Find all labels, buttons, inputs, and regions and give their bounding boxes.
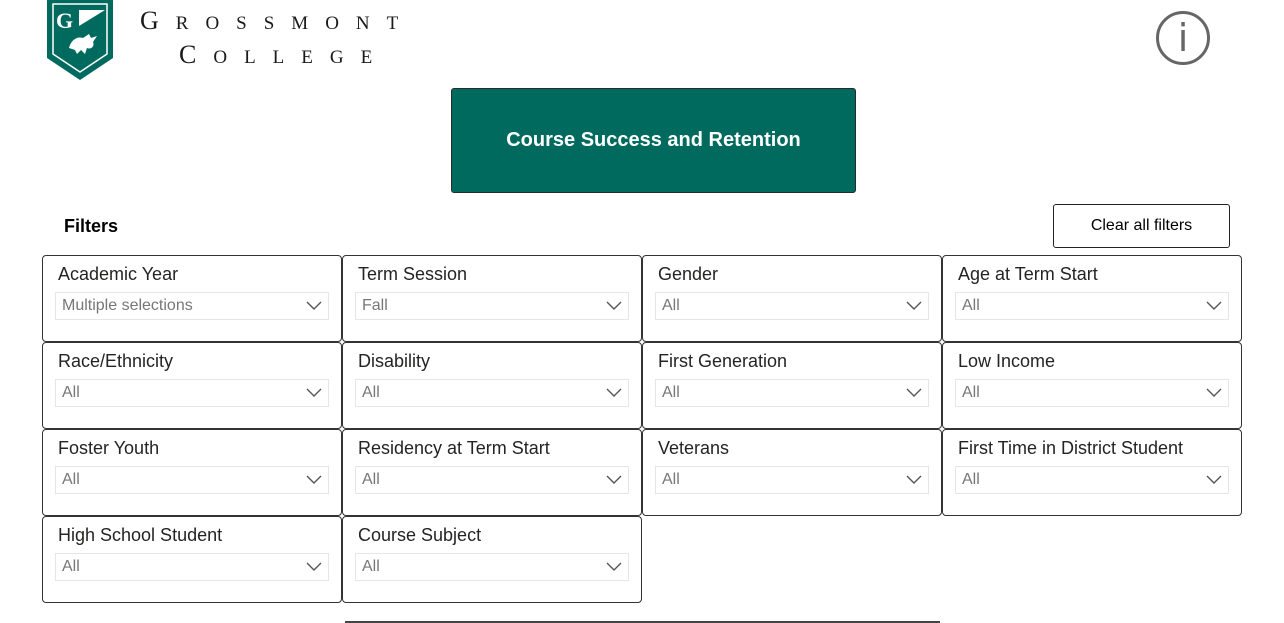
slicer-label: Residency at Term Start — [358, 438, 550, 458]
slicer-race-ethnicity — [42, 342, 342, 429]
chevron-down-icon — [306, 562, 322, 572]
slicer-label: Veterans — [658, 438, 730, 458]
chevron-down-icon — [1206, 475, 1222, 485]
chevron-down-icon — [1206, 388, 1222, 398]
dropdown-value: All — [362, 558, 380, 575]
dropdown-value: All — [662, 384, 680, 401]
dropdown-value: All — [662, 297, 680, 314]
chevron-down-icon — [606, 388, 622, 398]
chevron-down-icon — [906, 301, 922, 311]
dropdown-value: All — [662, 471, 680, 488]
slicer-label: Academic Year — [58, 264, 179, 284]
filters-heading: Filters — [64, 216, 119, 236]
disability-dropdown[interactable] — [355, 379, 629, 407]
dropdown-value: All — [962, 384, 980, 401]
slicer-label: Term Session — [358, 264, 468, 284]
dropdown-value: All — [62, 384, 80, 401]
slicer-label: Course Subject — [358, 525, 482, 545]
term-session-dropdown[interactable] — [355, 292, 629, 320]
residency-dropdown[interactable] — [355, 466, 629, 494]
age-at-term-start-dropdown[interactable] — [955, 292, 1229, 320]
college-name-line2: COLLEGE — [179, 40, 390, 69]
dropdown-value: Fall — [362, 297, 388, 314]
chevron-down-icon — [606, 475, 622, 485]
low-income-dropdown[interactable] — [955, 379, 1229, 407]
slicer-low-income — [942, 342, 1242, 429]
slicer-high-school-student — [42, 516, 342, 603]
dropdown-value: All — [962, 297, 980, 314]
slicer-disability — [342, 342, 642, 429]
dropdown-value: All — [362, 471, 380, 488]
slicer-age-at-term-start — [942, 255, 1242, 342]
chevron-down-icon — [306, 388, 322, 398]
slicer-label: Foster Youth — [58, 438, 160, 458]
chevron-down-icon — [1206, 301, 1222, 311]
first-time-in-district-dropdown[interactable] — [955, 466, 1229, 494]
slicer-label: Disability — [358, 351, 431, 371]
dropdown-value: All — [62, 471, 80, 488]
chevron-down-icon — [606, 562, 622, 572]
slicer-academic-year — [42, 255, 342, 342]
slicer-foster-youth — [42, 429, 342, 516]
filters-grid — [42, 255, 1242, 603]
slicer-residency-at-term-start — [342, 429, 642, 516]
chevron-down-icon — [906, 475, 922, 485]
gender-dropdown[interactable] — [655, 292, 929, 320]
slicer-label: First Generation — [658, 351, 788, 371]
college-logo — [47, 0, 113, 80]
slicer-first-generation — [642, 342, 942, 429]
foster-youth-dropdown[interactable] — [55, 466, 329, 494]
high-school-student-dropdown[interactable] — [55, 553, 329, 581]
slicer-veterans — [642, 429, 942, 516]
chevron-down-icon — [306, 475, 322, 485]
dropdown-value: All — [362, 384, 380, 401]
slicer-label: Race/Ethnicity — [58, 351, 174, 371]
chevron-down-icon — [306, 301, 322, 311]
chevron-down-icon — [606, 301, 622, 311]
college-name — [140, 6, 415, 74]
course-subject-dropdown[interactable] — [355, 553, 629, 581]
clear-all-filters-button[interactable]: Clear all filters — [1053, 204, 1230, 248]
college-name-line1: GROSSMONT — [140, 6, 416, 35]
slicer-label: Gender — [658, 264, 719, 284]
slicer-term-session — [342, 255, 642, 342]
dropdown-value: All — [962, 471, 980, 488]
dropdown-value: All — [62, 558, 80, 575]
dropdown-value: Multiple selections — [62, 297, 193, 314]
slicer-label: First Time in District Student — [958, 438, 1184, 458]
slicer-gender — [642, 255, 942, 342]
slicer-label: Low Income — [958, 351, 1056, 371]
chevron-down-icon — [906, 388, 922, 398]
slicer-label: Age at Term Start — [958, 264, 1098, 284]
page-title: Course Success and Retention — [451, 88, 856, 193]
info-icon[interactable]: i — [1156, 11, 1210, 65]
race-ethnicity-dropdown[interactable] — [55, 379, 329, 407]
slicer-course-subject — [342, 516, 642, 603]
veterans-dropdown[interactable] — [655, 466, 929, 494]
logo-letter: G — [56, 8, 74, 33]
slicer-label: High School Student — [58, 525, 223, 545]
first-generation-dropdown[interactable] — [655, 379, 929, 407]
slicer-first-time-in-district — [942, 429, 1242, 516]
academic-year-dropdown[interactable] — [55, 292, 329, 320]
